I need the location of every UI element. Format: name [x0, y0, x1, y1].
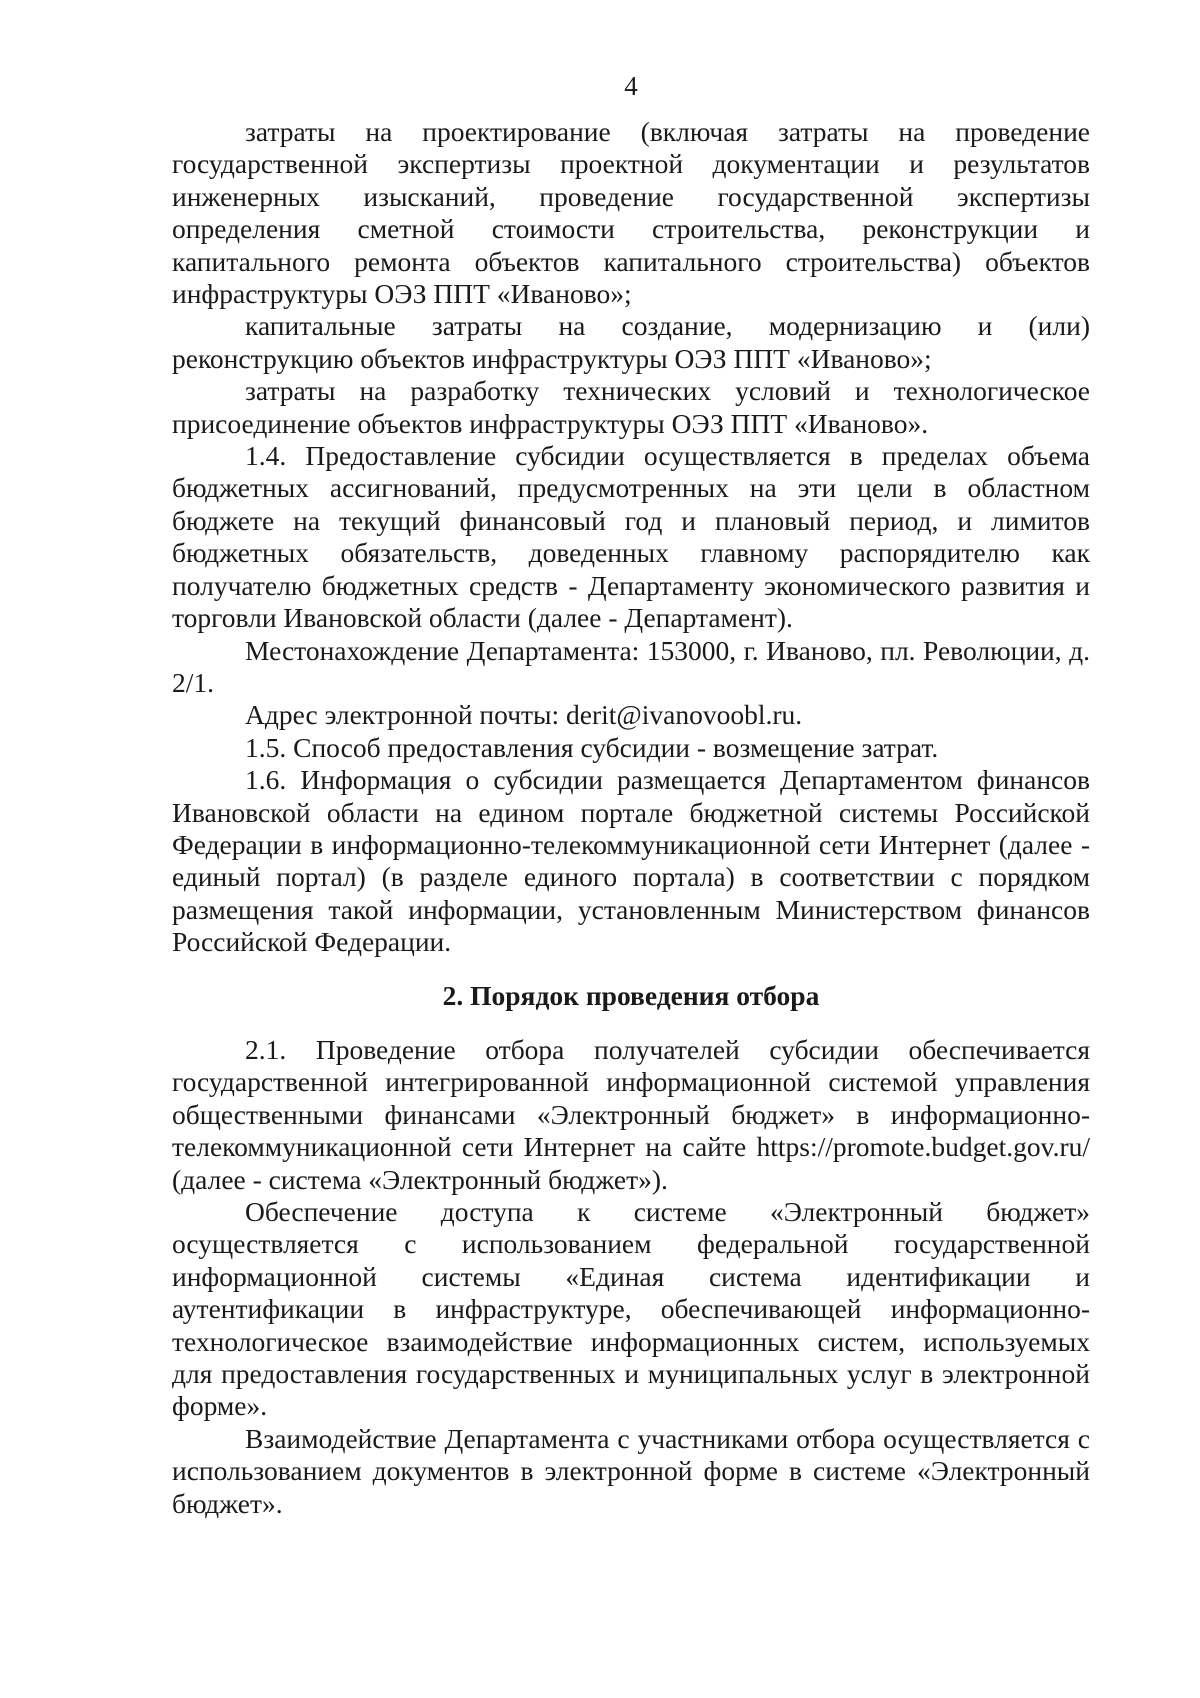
document-body: [172, 116, 1090, 1520]
paragraph-technical-conditions: затраты на разработку технических условий и технологическое присоединение объектов инфраструктуры ОЭЗ ППТ «Иваново».: [172, 375, 1090, 439]
paragraph-design-costs: затраты на проектирование (включая затраты на проведение государственной экспертизы проектной документации и результатов инженерных изысканий, проведение государственной экспертизы определения сметной стоимости строительства, реконструкции и капитального ремонта объектов капитального строительства) объектов инфраструктуры ОЭЗ ППТ «Иваново»;: [172, 116, 1090, 310]
section-heading: 2. Порядок проведения отбора: [442, 979, 820, 1011]
paragraph-email-address: Адрес электронной почты: derit@ivanovoobl.ru.: [245, 699, 803, 731]
paragraph-department-location: Местонахождение Департамента: 153000, г. Иваново, пл. Революции, д. 2/1.: [172, 634, 1090, 698]
paragraph-1-5: 1.5. Способ предоставления субсидии - возмещение затрат.: [245, 731, 939, 763]
paragraph-1-6: 1.6. Информация о субсидии размещается Департаментом финансов Ивановской области на едином портале бюджетной системы Российской Федерации в информационно-телекоммуникационной сети Интернет (далее - единый портал) (в разделе единого портала) в соответствии с порядком размещения такой информации, установленным Министерством финансов Российской Федерации.: [172, 764, 1090, 958]
paragraph-2-1: 2.1. Проведение отбора получателей субсидии обеспечивается государственной интегрированной информационной системой управления общественными финансами «Электронный бюджет» в информационно-телекоммуникационной сети Интернет на сайте https://promote.budget.gov.ru/ (далее - система «Электронный бюджет»).: [172, 1033, 1090, 1195]
paragraph-capital-costs: капитальные затраты на создание, модернизацию и (или) реконструкцию объектов инфраструктуры ОЭЗ ППТ «Иваново»;: [172, 310, 1090, 374]
paragraph-access-provision: Обеспечение доступа к системе «Электронный бюджет» осуществляется с использованием федеральной государственной информационной системы «Единая система идентификации и аутентификации в инфраструктуре, обеспечивающей информационно-технологическое взаимодействие информационных систем, используемых для предоставления государственных и муниципальных услуг в электронной форме».: [172, 1196, 1090, 1422]
page-number: 4: [624, 71, 638, 101]
paragraph-interaction: Взаимодействие Департамента с участниками отбора осуществляется с использованием документов в электронной форме в системе «Электронный бюджет».: [172, 1422, 1090, 1519]
paragraph-1-4: 1.4. Предоставление субсидии осуществляется в пределах объема бюджетных ассигнований, предусмотренных на эти цели в областном бюджете на текущий финансовый год и плановый период, и лимитов бюджетных обязательств, доведенных главному распорядителю как получателю бюджетных средств - Департаменту экономического развития и торговли Ивановской области (далее - Департамент).: [172, 440, 1090, 634]
